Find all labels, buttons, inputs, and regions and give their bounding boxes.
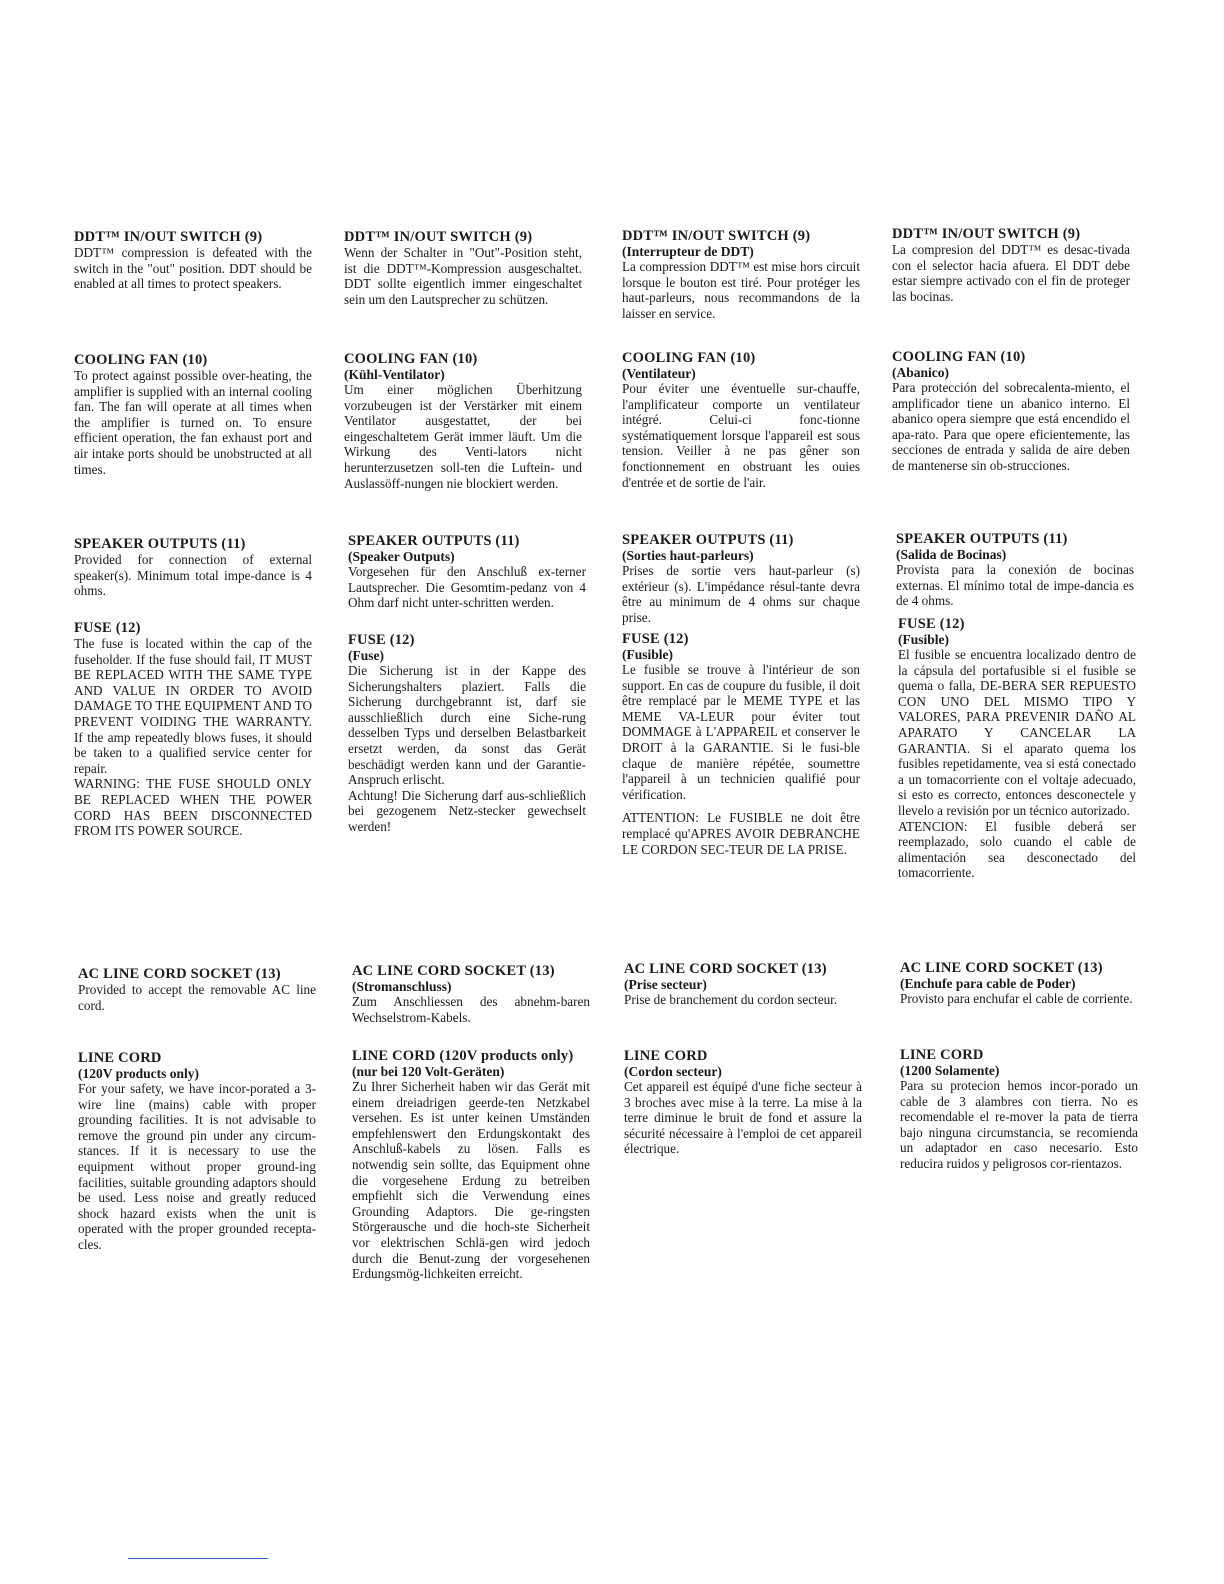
section-body: For your safety, we have incor-porated a 3-wire line (mains) cable with proper grounding facilities. It is not advisable to remove the ground pin under any circum-stances. If it is necessary to use the equipment without proper ground-ing facilities, suitable grounding adaptors should be used. Less noise and greatly reduced shock hazard exists when the unit is operated with the proper grounded recepta-cles. [78, 1081, 316, 1252]
section-subheading: (Speaker Outputs) [348, 549, 455, 564]
section-cooling-fan [892, 349, 1130, 474]
section-subheading: (Stromanschluss) [352, 979, 452, 994]
section-subheading: (1200 Solamente) [900, 1063, 1000, 1078]
section-body: Prise de branchement du cordon secteur. [624, 992, 838, 1007]
section-subheading: (Ventilateur) [622, 366, 696, 381]
section-heading: AC LINE CORD SOCKET (13) [624, 961, 827, 977]
section-subheading: (Kühl-Ventilator) [344, 367, 445, 382]
section-ac-line-cord-socket [624, 961, 862, 1008]
section-ddt-switch [622, 228, 860, 321]
section-heading: SPEAKER OUTPUTS (11) [622, 532, 794, 548]
section-heading: DDT™ IN/OUT SWITCH (9) [344, 229, 533, 245]
section-heading: FUSE (12) [622, 631, 689, 647]
section-speaker-outputs [622, 532, 860, 625]
section-body: The fuse is located within the cap of the fuseholder. If the fuse should fail, IT MUST BE REPLACED WITH THE SAME TYPE AND VALUE IN ORDER TO AVOID DAMAGE TO THE EQUIPMENT AND TO PREVENT VOIDING THE WARRANTY. If the amp repeatedly blows fuses, it should be taken to a qualified service center for repair. [74, 636, 312, 776]
section-body: Die Sicherung ist in der Kappe des Sicherungshalters plaziert. Falls die Sicherung durchgebrannt ist, darf sie ausschließlich durch eine Siche-rung desselben Typs und derselben Belastbarkeit ersetzt werden, da sonst das Gerät beschädigt werden kann und der Garantie-Anspruch erlischt. [348, 663, 586, 788]
section-heading: FUSE (12) [348, 632, 415, 648]
section-line-cord [352, 1048, 590, 1282]
section-ddt-switch [892, 226, 1130, 304]
section-subheading: (Cordon secteur) [624, 1064, 722, 1079]
section-fuse [898, 616, 1136, 881]
section-cooling-fan [344, 351, 582, 491]
section-heading: LINE CORD (120V products only) [352, 1048, 574, 1064]
section-body: Cet appareil est équipé d'une fiche secteur à 3 broches avec mise à la terre. La mise à la terre diminue le bruit de fond et assure la sécurité nécessaire à l'emploi de cet appareil électrique. [624, 1079, 862, 1157]
section-speaker-outputs [74, 536, 312, 599]
section-heading: AC LINE CORD SOCKET (13) [352, 963, 555, 979]
section-body: Provided for connection of external speaker(s). Minimum total impe-dance is 4 ohms. [74, 552, 312, 599]
section-body: Le fusible se trouve à l'intérieur de son support. En cas de coupure du fusible, il doit être remplacé par le MEME TYPE et las MEME VA-LEUR pour éviter tout DOMMAGE à L'APPAREIL et conserver le DROIT à la GARANTIE. Si le fusi-ble claque de manière répétée, soumettre l'appareil à un technicien qualifié pour vérification. [622, 662, 860, 802]
section-heading: COOLING FAN (10) [622, 350, 756, 366]
section-fuse [348, 632, 586, 835]
section-body: DDT™ compression is defeated with the switch in the "out" position. DDT should be enabled at all times to protect speakers. [74, 245, 312, 292]
section-subheading: (Interrupteur de DDT) [622, 244, 754, 259]
section-line-cord [78, 1050, 316, 1253]
section-body: Para protección del sobrecalenta-miento, el amplificador tiene un abanico interno. El abanico opera siempre que está encendido el apa-rato. Para que opere eficientemente, las secciones de entrada y salida de aire deben de mantenerse sin ob-strucciones. [892, 380, 1130, 473]
section-ddt-switch [74, 229, 312, 292]
section-ac-line-cord-socket [352, 963, 590, 1025]
section-heading: AC LINE CORD SOCKET (13) [78, 966, 281, 982]
section-heading: LINE CORD [624, 1048, 708, 1064]
section-subheading: (Abanico) [892, 365, 949, 380]
section-warning: ATENCION: El fusible deberá ser reemplazado, solo cuando el cable de alimentación sea desconectado del tomacorriente. [898, 818, 1136, 881]
section-heading: COOLING FAN (10) [892, 349, 1026, 365]
section-body: Provisto para enchufar el cable de corriente. [900, 991, 1133, 1006]
section-ac-line-cord-socket [900, 960, 1138, 1007]
section-body: Vorgesehen für den Anschluß ex-terner Lautsprecher. Die Gesomtim-pedanz von 4 Ohm darf nicht unter-schritten werden. [348, 564, 586, 611]
section-warning: ATTENTION: Le FUSIBLE ne doit être remplacé qu'APRES AVOIR DEBRANCHE LE CORDON SEC-TEUR DE LA PRISE. [622, 810, 860, 857]
section-heading: LINE CORD [78, 1050, 162, 1066]
section-heading: DDT™ IN/OUT SWITCH (9) [622, 228, 811, 244]
section-body: To protect against possible over-heating, the amplifier is supplied with an internal cooling fan. The fan will operate at all times when the amplifier is turned on. To ensure efficient operation, the fan exhaust port and air intake ports should be unobstructed at all times. [74, 368, 312, 477]
section-body: Prises de sortie vers haut-parleur (s) extérieur (s). L'impédance résul-tante devra être au minimum de 4 ohms sur chaque prise. [622, 563, 860, 625]
section-speaker-outputs [896, 531, 1134, 609]
section-body: Provided to accept the removable AC line cord. [78, 982, 316, 1013]
section-body: Pour éviter une éventuelle sur-chauffe, l'amplificateur comporte un ventilateur intégré. Celui-ci fonc-tionne systématiquement lorsque l'appareil est sous tension. Veiller à ne pas gêner son fonctionnement en obstruant les ouies d'entrée et de sortie de l'air. [622, 381, 860, 490]
section-heading: DDT™ IN/OUT SWITCH (9) [74, 229, 263, 245]
section-heading: DDT™ IN/OUT SWITCH (9) [892, 226, 1081, 242]
section-speaker-outputs [348, 533, 586, 611]
section-heading: LINE CORD [900, 1047, 984, 1063]
section-subheading: (Sorties haut-parleurs) [622, 548, 754, 563]
section-body: Zu Ihrer Sicherheit haben wir das Gerät mit einem dreiadrigen geerde-ten Netzkabel versehen. Es ist unter keinen Umständen empfehlenswert den Erdungskontakt des Anschluß-kabels zu lösen. Falls es notwendig sein sollte, das Equipment ohne die vorgesehene Erdung zu betreiben empfiehlt sich die Verwendung eines Grounding Adaptors. Die ge-ringsten Störgerausche und die hoch-ste Sicherheit vor elektrischen Schlä-gen wird jedoch durch die Benut-zung der vorgesehenen Erdungsmög-lichkeiten erreicht. [352, 1079, 590, 1282]
section-heading: FUSE (12) [898, 616, 965, 632]
section-cooling-fan [74, 352, 312, 477]
section-heading: SPEAKER OUTPUTS (11) [74, 536, 246, 552]
section-subheading: (Enchufe para cable de Poder) [900, 976, 1076, 991]
section-fuse [74, 620, 312, 839]
section-heading: COOLING FAN (10) [74, 352, 208, 368]
section-body: Um einer möglichen Überhitzung vorzubeugen ist der Verstärker mit einem Ventilator ausgestattet, der bei eingeschaltetem Gerät immer läuft. Um die Wirkung des Venti-lators nicht herunterzusetzen soll-ten die Luftein- und Auslassöff-nungen nie blockiert werden. [344, 382, 582, 491]
section-heading: AC LINE CORD SOCKET (13) [900, 960, 1103, 976]
section-body: Provista para la conexión de bocinas externas. El mínimo total de impe-dancia es de 4 ohms. [896, 562, 1134, 609]
section-subheading: (120V products only) [78, 1066, 200, 1081]
section-subheading: (Prise secteur) [624, 977, 707, 992]
section-warning: WARNING: THE FUSE SHOULD ONLY BE REPLACED WHEN THE POWER CORD HAS BEEN DISCONNECTED FROM ITS POWER SOURCE. [74, 776, 312, 839]
section-body: Zum Anschliessen des abnehm-baren Wechselstrom-Kabels. [352, 994, 590, 1025]
section-ddt-switch [344, 229, 582, 307]
section-subheading: (nur bei 120 Volt-Geräten) [352, 1064, 505, 1079]
section-line-cord [900, 1047, 1138, 1172]
section-line-cord [624, 1048, 862, 1157]
section-body: La compresion del DDT™ es desac-tivada con el selector hacia afuera. El DDT debe estar siempre activado con el fin de proteger las bocinas. [892, 242, 1130, 304]
section-ac-line-cord-socket [78, 966, 316, 1013]
section-heading: COOLING FAN (10) [344, 351, 478, 367]
section-body: El fusible se encuentra localizado dentro de la cápsula del portafusible si el fusible se quema o falla, DE-BERA SER REPUESTO CON UNO DEL MISMO TIPO Y VALORES, PARA PREVENIR DAÑO AL APARATO Y CANCELAR LA GARANTIA. Si el aparato quema los fusibles repetidamente, vea si está conectado a un tomacorriente con el voltaje adecuado, si esto es correcto, entonces desconectele y llevelo a revisión por un técnico autorizado. [898, 647, 1136, 818]
section-warning: Achtung! Die Sicherung darf aus-schließlich bei gezogenem Netz-stecker gewechselt werden! [348, 787, 586, 834]
footer-link-underline [128, 1558, 268, 1559]
section-heading: SPEAKER OUTPUTS (11) [348, 533, 520, 549]
section-cooling-fan [622, 350, 860, 490]
section-fuse [622, 631, 860, 857]
section-body: Wenn der Schalter in "Out"-Position steht, ist die DDT™-Kompression ausgeschaltet. DDT sollte eigentlich immer eingeschaltet sein um den Lautsprecher zu schützen. [344, 245, 582, 307]
section-subheading: (Salida de Bocinas) [896, 547, 1007, 562]
section-heading: FUSE (12) [74, 620, 141, 636]
section-subheading: (Fuse) [348, 648, 384, 663]
section-body: Para su protecion hemos incor-porado un cable de 3 alambres con tierra. No es recomendable el re-mover la pata de tierra bajo ninguna circumstancia, se recomienda un adaptador en caso necesario. Esto reducira ruidos y peligrosos cor-rientazos. [900, 1078, 1138, 1171]
section-subheading: (Fusible) [622, 647, 674, 662]
section-body: La compression DDT™ est mise hors circuit lorsque le bouton est tiré. Pour protéger les haut-parleurs, nous recommandons de la laisser en service. [622, 259, 860, 321]
section-heading: SPEAKER OUTPUTS (11) [896, 531, 1068, 547]
section-subheading: (Fusible) [898, 632, 950, 647]
